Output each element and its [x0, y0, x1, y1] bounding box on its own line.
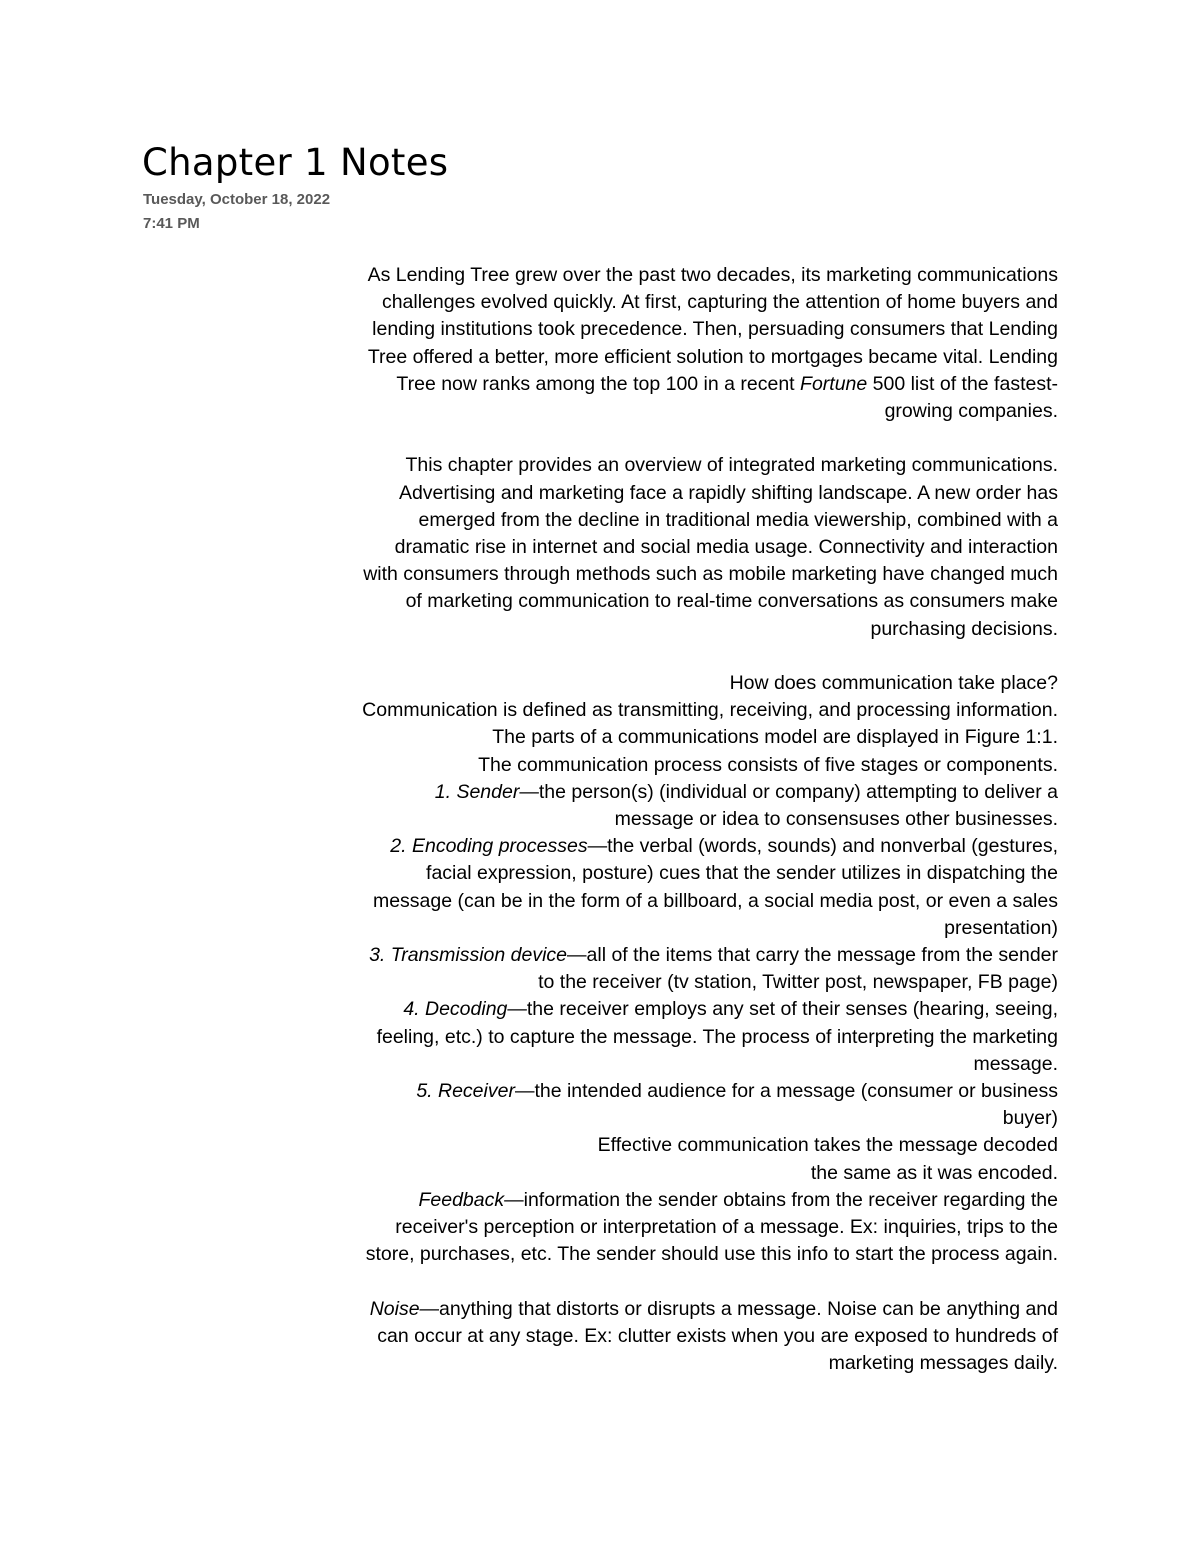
stage-transmission	[215, 942, 1058, 969]
fortune-italic: Fortune	[800, 372, 868, 395]
noise-definition	[215, 1296, 1058, 1323]
stage-term: 1. Sender	[434, 780, 520, 803]
text-line: marketing messages daily.	[828, 1352, 1058, 1375]
stage-description: —the person(s) (individual or company) attempting to deliver a	[519, 780, 1058, 803]
note-body[interactable]	[215, 262, 1058, 1377]
feedback-term: Feedback	[418, 1188, 505, 1211]
text-line: feeling, etc.) to capture the message. The process of interpreting the marketing	[376, 1025, 1058, 1048]
text-line: growing companies.	[884, 400, 1058, 423]
effective-communication-line: Effective communication takes the message decoded	[597, 1134, 1058, 1157]
communication-definition: Communication is defined as transmitting, receiving, and processing information.	[362, 699, 1058, 722]
text-line: emerged from the decline in traditional media viewership, combined with a	[418, 508, 1058, 531]
text-line: As Lending Tree grew over the past two decades, its marketing communications	[367, 264, 1058, 286]
effective-communication-line: the same as it was encoded.	[810, 1161, 1058, 1184]
text-line: buyer)	[1002, 1107, 1058, 1130]
communication-section	[215, 670, 1058, 1268]
stage-description: —all of the items that carry the message from the sender	[567, 944, 1058, 967]
text-line: store, purchases, etc. The sender should use this info to start the process again.	[365, 1243, 1058, 1266]
note-time: 7:41 PM	[143, 215, 200, 232]
text-line: message (can be in the form of a billboard, a social media post, or even a sales	[372, 889, 1058, 912]
text-line: dramatic rise in internet and social media usage. Connectivity and interaction	[394, 536, 1058, 559]
text-line: purchasing decisions.	[870, 617, 1058, 640]
paragraph-overview	[215, 452, 1058, 642]
feedback-definition	[215, 1187, 1058, 1214]
stage-term: 5. Receiver	[416, 1080, 515, 1103]
blank-line	[215, 425, 1058, 452]
section-question: How does communication take place?	[729, 672, 1058, 695]
stage-term: 3. Transmission device	[369, 944, 568, 967]
blank-line	[215, 1268, 1058, 1295]
text-line: to the receiver (tv station, Twitter post, newspaper, FB page)	[538, 971, 1058, 994]
paragraph-lending-tree	[215, 262, 1058, 425]
feedback-description: —information the sender obtains from the receiver regarding the	[504, 1188, 1058, 1211]
stage-sender	[215, 779, 1058, 806]
stage-encoding	[215, 833, 1058, 860]
stages-intro: The communication process consists of five stages or components.	[478, 753, 1058, 776]
text-line: can occur at any stage. Ex: clutter exists when you are exposed to hundreds of	[377, 1324, 1058, 1347]
text-line: facial expression, posture) cues that the sender utilizes in dispatching the	[426, 862, 1058, 885]
blank-line	[215, 643, 1058, 670]
text-line: with consumers through methods such as mobile marketing have changed much	[363, 563, 1058, 586]
text-line: message or idea to consensuses other businesses.	[614, 808, 1058, 831]
text-line: message.	[973, 1052, 1058, 1075]
text-line	[215, 371, 1058, 398]
noise-term: Noise	[369, 1297, 420, 1320]
stage-description: —the intended audience for a message (consumer or business	[514, 1080, 1058, 1103]
note-date: Tuesday, October 18, 2022	[143, 191, 331, 208]
stage-decoding	[215, 996, 1058, 1023]
noise-section	[215, 1296, 1058, 1378]
text-line: challenges evolved quickly. At first, capturing the attention of home buyers and	[381, 291, 1058, 314]
text-run: 500 list of the fastest-	[867, 372, 1058, 395]
text-line: Tree offered a better, more efficient solution to mortgages became vital. Lending	[367, 345, 1058, 368]
page-title: Chapter 1 Notes	[142, 141, 449, 184]
text-run: Tree now ranks among the top 100 in a recent	[396, 372, 801, 395]
stage-term: 4. Decoding	[403, 998, 508, 1021]
stage-description: —the receiver employs any set of their senses (hearing, seeing,	[507, 998, 1058, 1021]
stage-receiver	[215, 1078, 1058, 1105]
text-line: lending institutions took precedence. Then, persuading consumers that Lending	[372, 318, 1058, 341]
stage-term: 2. Encoding processes	[390, 835, 588, 858]
text-line: presentation)	[944, 916, 1058, 939]
text-line: receiver's perception or interpretation of a message. Ex: inquiries, trips to the	[395, 1216, 1058, 1239]
stage-description: —the verbal (words, sounds) and nonverbal (gestures,	[587, 835, 1058, 858]
text-line: Advertising and marketing face a rapidly shifting landscape. A new order has	[398, 481, 1058, 504]
text-line: This chapter provides an overview of integrated marketing communications.	[405, 454, 1058, 477]
model-reference: The parts of a communications model are displayed in Figure 1:1.	[492, 726, 1058, 749]
text-line: of marketing communication to real-time conversations as consumers make	[405, 590, 1058, 613]
noise-description: —anything that distorts or disrupts a message. Noise can be anything and	[419, 1297, 1058, 1320]
